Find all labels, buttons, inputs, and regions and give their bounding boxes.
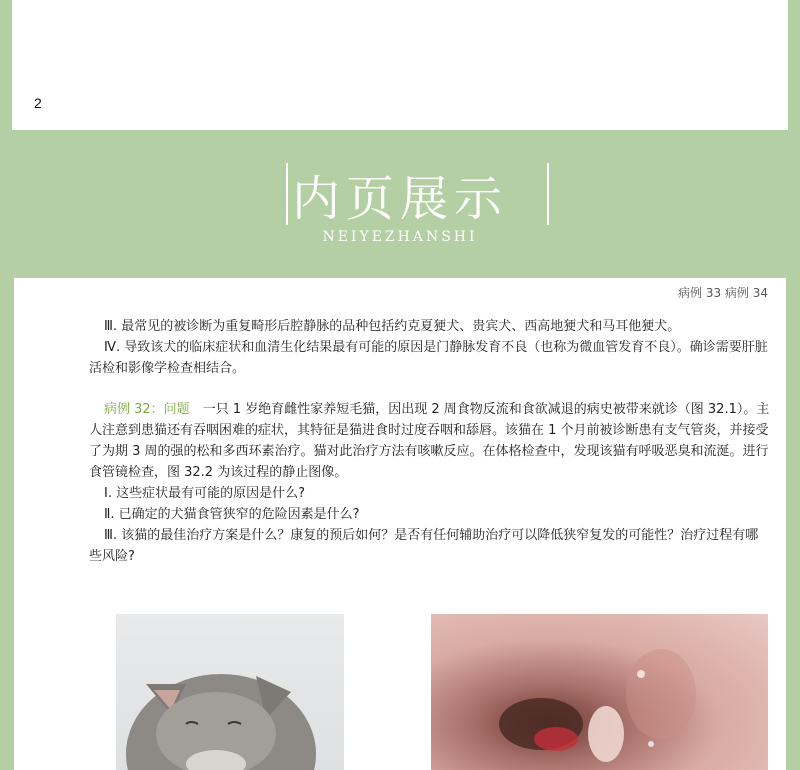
answer-3: Ⅲ. 最常见的被诊断为重复畸形后腔静脉的品种包括约克夏㹴犬、贵宾犬、西高地㹴犬和马耳他㹴犬。 (104, 319, 681, 334)
previous-page (12, 0, 788, 130)
title-divider-right (547, 163, 549, 225)
answer-4: Ⅳ. 导致该犬的临床症状和血清生化结果最有可能的原因是门静脉发育不良（也称为微血管发育不良）。确诊需要肝脏活检和影像学检查相结合。 (89, 340, 768, 376)
page-text (89, 316, 771, 567)
case-32-body: 一只 1 岁绝育雌性家养短毛猫，因出现 2 周食物反流和食欲减退的病史被带来就诊（图 32.1）。主人注意到患猫还有吞咽困难的症状，其特征是猫进食时过度吞咽和舔唇。该猫在 1 个月前被诊断患有支气管炎，并接受了为期 3 周的强的松和多西环素治疗。猫对此治疗方法有咳嗽反应。在体格检查中，发现该猫有呼吸恶臭和流涎。进行食管镜检查，图 32.2 为该过程的静止图像。 (89, 402, 770, 480)
page-number: 2 (34, 95, 42, 111)
sample-page (14, 278, 786, 770)
esophagoscopy-photo (431, 614, 768, 770)
cat-photo (116, 614, 344, 770)
banner-title: 内页展示 (291, 171, 508, 227)
banner-subtitle: NEIYEZHANSHI (322, 229, 478, 245)
case-32-heading: 病例 32：问题 (104, 402, 190, 417)
question-2: Ⅱ. 已确定的犬猫食管狭窄的危险因素是什么? (104, 507, 360, 522)
case-32-paragraph (89, 399, 771, 483)
question-1: Ⅰ. 这些症状最有可能的原因是什么? (104, 486, 305, 501)
running-head: 病例 33 病例 34 (678, 286, 768, 300)
question-3: Ⅲ. 该猫的最佳治疗方案是什么？康复的预后如何？是否有任何辅助治疗可以降低狭窄复发的可能性？治疗过程有哪些风险? (89, 528, 759, 564)
